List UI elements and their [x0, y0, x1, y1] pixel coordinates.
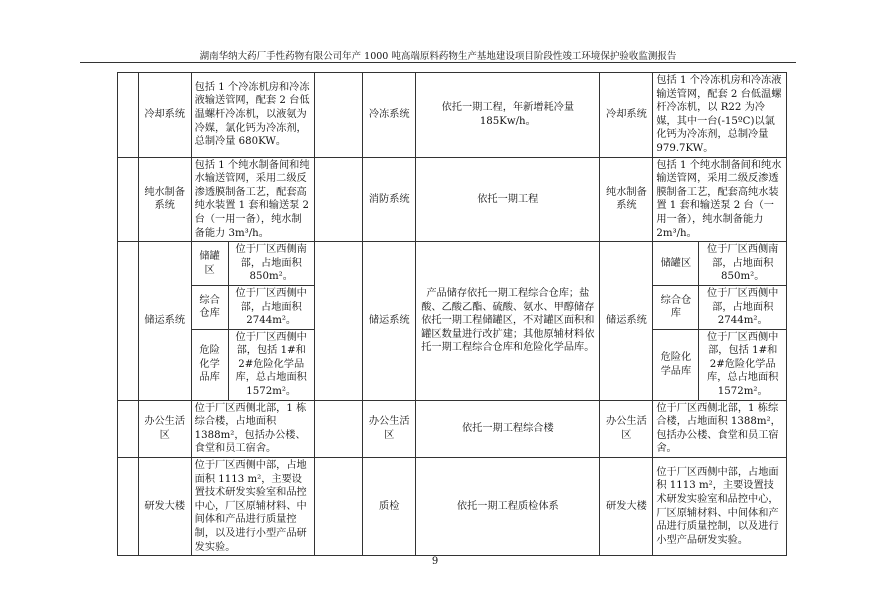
cooling-name-col1: 冷却系统 [138, 73, 191, 158]
blank-cell [314, 400, 362, 457]
blank-cell [118, 242, 139, 401]
storage-name-col3: 储运系统 [600, 242, 653, 401]
water-name-col1: 纯水制备系统 [138, 157, 191, 242]
cooling-desc-col3: 包括 1 个冷冻机房和冷冻液输送管网，配套 2 台低温螺杆冷冻机，以 R22 为冷媒，其中一台(-15ºC)以氯化钙为冷冻剂，总制冷量 979.7KW。 [653, 73, 787, 158]
office-desc-col2: 依托一期工程综合楼 [416, 400, 600, 457]
office-name-col3: 办公生活区 [600, 400, 653, 457]
water-name-col2: 消防系统 [363, 157, 416, 242]
office-name-col1: 办公生活区 [138, 400, 191, 457]
cooling-desc-col2: 依托一期工程，年新增耗冷量 185Kw/h。 [416, 73, 600, 158]
cooling-desc-col1: 包括 1 个冷冻机房和冷冻液输送管网，配套 2 台低温螺杆冷冻机，以液氨为冷媒，氯化钙为冷冻剂，总制冷量 680KW。 [191, 73, 314, 158]
storage-sub-name-col3: 储罐区 [653, 242, 699, 286]
blank-cell [314, 458, 362, 556]
blank-cell [118, 400, 139, 457]
storage-sub-desc-col3: 位于厂区西侧中部，包括 1#和 2#危险化学品库，总占地面积 1572m²。 [699, 329, 787, 400]
rnd-name-col1: 研发大楼 [138, 458, 191, 556]
storage-sub-name-col3: 综合仓库 [653, 285, 699, 329]
rnd-desc-col3: 位于厂区西侧中部，占地面积 1113 m²，主要设置技术研发实验室和品控中心，厂区原辅材料、中间体和产品进行质量控制，以及进行小型产品研发实验。 [653, 458, 787, 556]
cooling-name-col3: 冷却系统 [600, 73, 653, 158]
storage-name-col2: 储运系统 [363, 242, 416, 401]
rnd-name-col2: 质检 [363, 458, 416, 556]
rnd-name-col3: 研发大楼 [600, 458, 653, 556]
water-desc-col2: 依托一期工程 [416, 157, 600, 242]
blank-cell [314, 157, 362, 242]
office-name-col2: 办公生活区 [363, 400, 416, 457]
office-desc-col3: 位于厂区西侧北部，1 栋综合楼，占地面积 1388m²，包括办公楼、食堂和员工宿舍。 [653, 400, 787, 457]
blank-cell [118, 73, 139, 158]
page-number: 9 [431, 556, 439, 567]
storage-sub-name-col1: 储罐区 [191, 242, 228, 286]
storage-sub-name-col3: 危险化学品库 [653, 329, 699, 400]
blank-cell [314, 73, 362, 158]
table-row-office [118, 400, 787, 457]
rnd-desc-col1: 位于厂区西侧中部，占地面积 1113 m²，主要设置技术研发实验室和品控中心，厂区原辅材料、中间体和产品进行质量控制，以及进行小型产品研发实验。 [191, 458, 314, 556]
storage-sub-name-col1: 危险化学品库 [191, 329, 228, 400]
office-desc-col1: 位于厂区西侧北部，1 栋综合楼，占地面积 1388m²，包括办公楼、食堂和员工宿舍。 [191, 400, 314, 457]
header-rule [80, 62, 796, 63]
storage-desc-col2: 产品储存依托一期工程综合仓库；盐酸、乙酸乙酯、硫酸、氨水、甲醇储存依托一期工程储罐区，不对罐区面积和罐区数量进行改扩建；其他原辅材料依托一期工程综合仓库和危险化学品库。 [416, 242, 600, 401]
table-row-rnd [118, 458, 787, 556]
storage-name-col1: 储运系统 [138, 242, 191, 401]
rnd-desc-col2: 依托一期工程质检体系 [416, 458, 600, 556]
storage-sub-desc-col1: 位于厂区西侧中部，包括 1#和 2#危险化学品库，总占地面积 1572m²。 [228, 329, 314, 400]
storage-sub-desc-col3: 位于厂区西侧南部，占地面积 850m²。 [699, 242, 787, 286]
cooling-name-col2: 冷冻系统 [363, 73, 416, 158]
blank-cell [118, 458, 139, 556]
water-desc-col1: 包括 1 个纯水制备间和纯水输送管网，采用二级反渗透膜制备工艺，配套高纯水装置 1 套和输送泵 2 台（一用一备），纯水制备能力 3m³/h。 [191, 157, 314, 242]
page-header: 湖南华纳大药厂手性药物有限公司年产 1000 吨高端原料药物生产基地建设项目阶段性竣工环境保护验收监测报告 [199, 51, 677, 62]
table-row-cooling [118, 73, 787, 158]
storage-sub-desc-col3: 位于厂区西侧中部，占地面积 2744m²。 [699, 285, 787, 329]
water-desc-col3: 包括 1 个纯水制备间和纯水输送管网，采用二级反渗透膜制备工艺，配套高纯水装置 1 套和输送泵 2 台（一用一备），纯水制备能力 2m³/h。 [653, 157, 787, 242]
project-comparison-table [117, 72, 787, 556]
water-name-col3: 纯水制备系统 [600, 157, 653, 242]
storage-sub-desc-col1: 位于厂区西侧南部，占地面积 850m²。 [228, 242, 314, 286]
blank-cell [118, 157, 139, 242]
blank-cell [314, 242, 362, 401]
storage-sub-desc-col1: 位于厂区西侧中部，占地面积 2744m²。 [228, 285, 314, 329]
table-row-water [118, 157, 787, 242]
table-row-storage-tank [118, 242, 787, 286]
storage-sub-name-col1: 综合仓库 [191, 285, 228, 329]
